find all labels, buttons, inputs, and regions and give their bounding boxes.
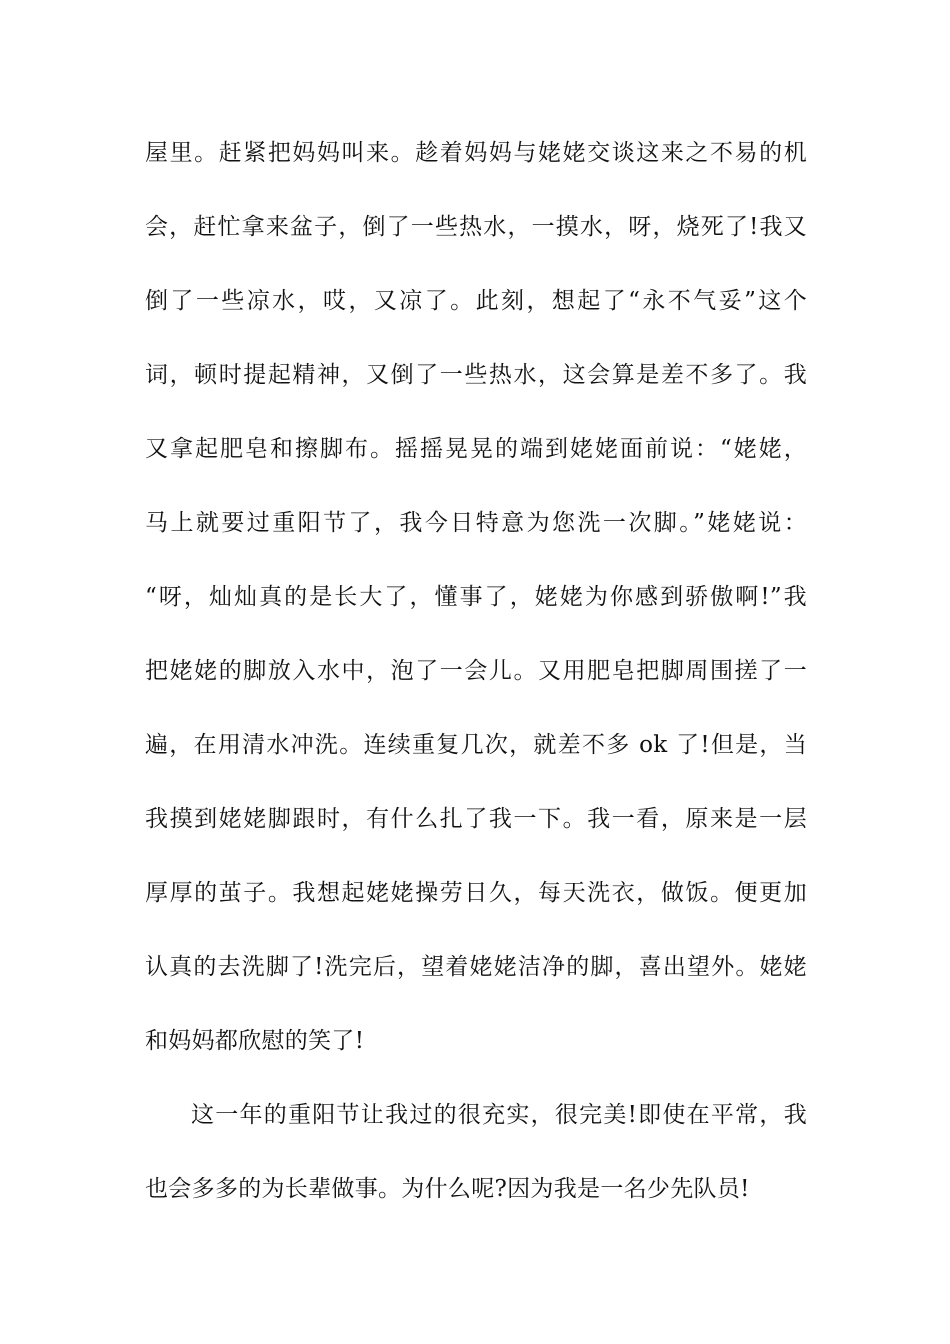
text-line: 又拿起肥皂和擦脚布。摇摇晃晃的端到姥姥面前说：“姥姥，: [145, 436, 807, 462]
text-line: 厚厚的茧子。我想起姥姥操劳日久，每天洗衣，做饭。便更加: [145, 880, 807, 906]
text-line: 也会多多的为长辈做事。为什么呢?因为我是一名少先队员!: [145, 1176, 750, 1202]
text-line: 这一年的重阳节让我过的很充实，很完美!即使在平常，我: [191, 1102, 807, 1128]
text-line: 我摸到姥姥脚跟时，有什么扎了我一下。我一看，原来是一层: [145, 806, 807, 832]
text-line: 倒了一些凉水，哎，又凉了。此刻，想起了“永不气妥”这个: [145, 288, 807, 314]
paragraph-2: [145, 1092, 807, 1240]
text-line: 把姥姥的脚放入水中，泡了一会儿。又用肥皂把脚周围搓了一: [145, 658, 807, 684]
document-body: [145, 130, 807, 1240]
text-line: 屋里。赶紧把妈妈叫来。趁着妈妈与姥姥交谈这来之不易的机: [145, 140, 807, 166]
text-line: 和妈妈都欣慰的笑了!: [145, 1028, 365, 1054]
text-line: 马上就要过重阳节了，我今日特意为您洗一次脚。”姥姥说：: [145, 510, 807, 536]
text-line: 会，赶忙拿来盆子，倒了一些热水，一摸水，呀，烧死了!我又: [145, 214, 807, 240]
text-line: 遍，在用清水冲洗。连续重复几次，就差不多 ok 了!但是，当: [145, 732, 807, 758]
paragraph-1: [145, 130, 807, 1092]
text-line: 词，顿时提起精神，又倒了一些热水，这会算是差不多了。我: [145, 362, 807, 388]
text-line: 认真的去洗脚了!洗完后，望着姥姥洁净的脚，喜出望外。姥姥: [145, 954, 807, 980]
text-line: “呀，灿灿真的是长大了，懂事了，姥姥为你感到骄傲啊!”我: [145, 584, 807, 610]
